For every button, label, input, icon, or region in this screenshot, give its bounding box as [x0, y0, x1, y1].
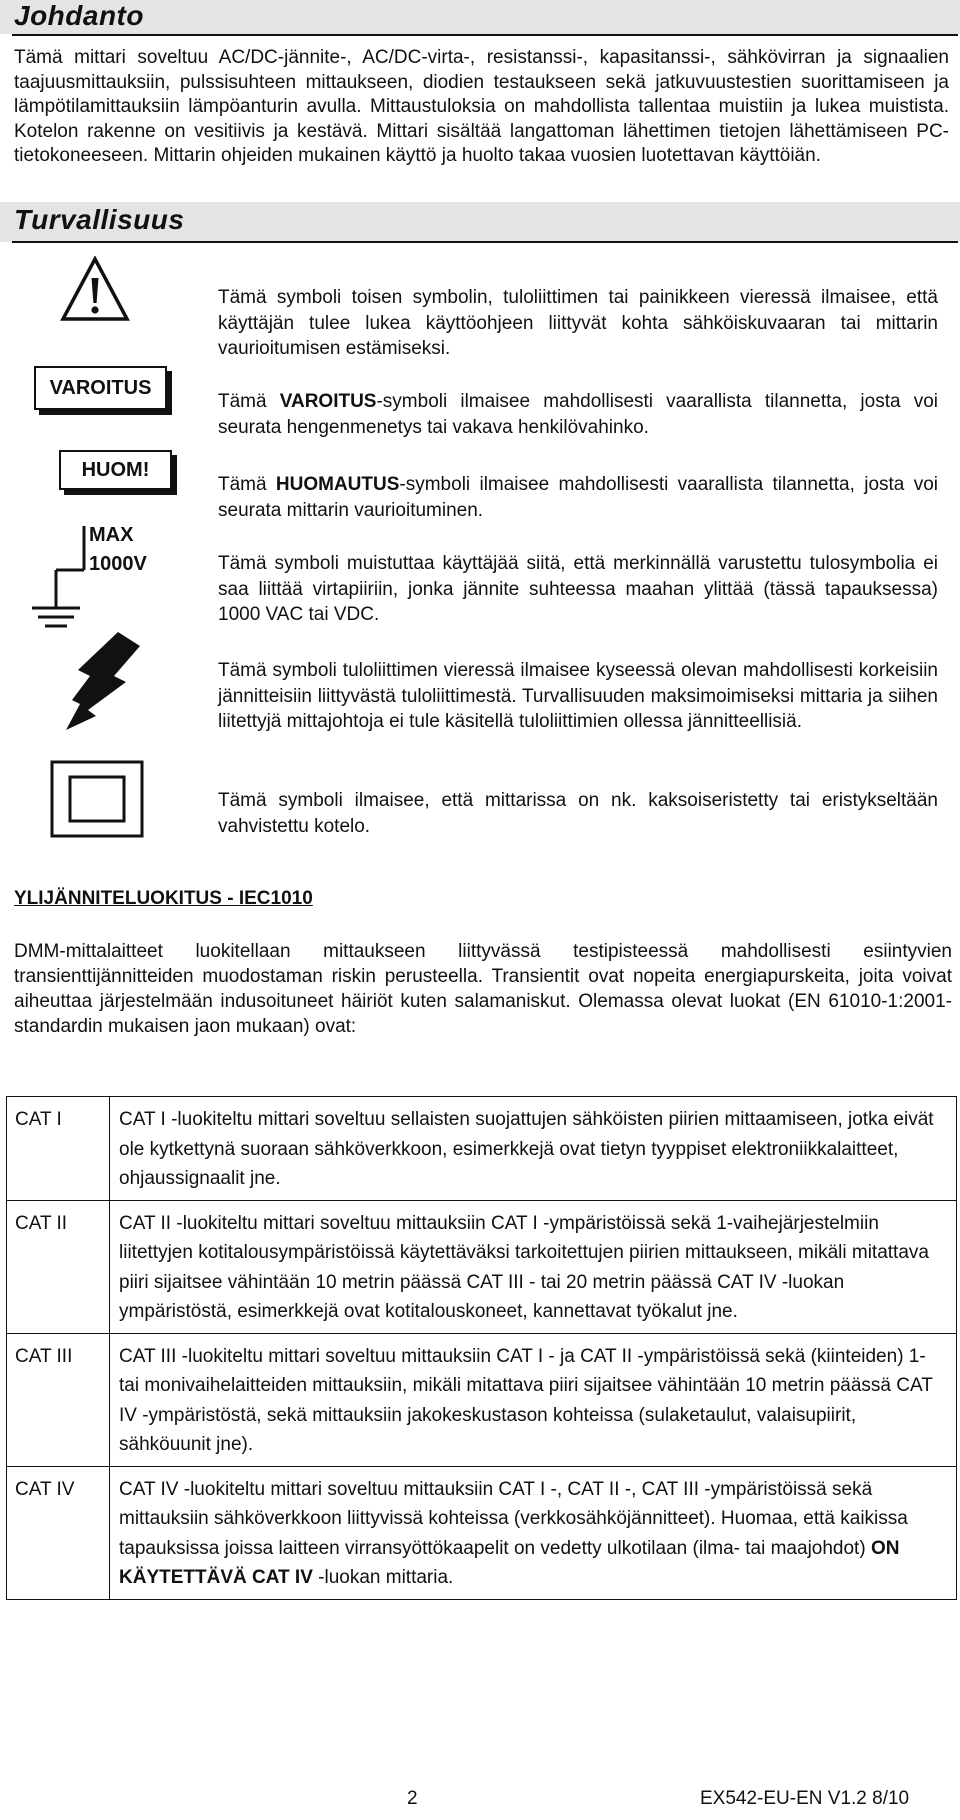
table-row: [7, 1466, 957, 1599]
table-row: [7, 1097, 957, 1201]
category-label: CAT II: [7, 1200, 110, 1333]
overvoltage-title: YLIJÄNNITELUOKITUS - IEC1010: [14, 888, 313, 909]
max-label-line1: MAX: [89, 524, 134, 546]
varoitus-description: [218, 389, 938, 440]
warning-triangle-icon: [60, 256, 130, 322]
table-row: [7, 1200, 957, 1333]
huom-description: [218, 472, 938, 523]
category-description: CAT II -luokiteltu mittari soveltuu mittauksiin CAT I -ympäristöissä sekä 1-vaihejärjestelmiin liitettyjen kotitalousympäristöissä käytettäväksi tarkoitettujen piirien mittaukseen, mikäli mitattava piiri sijaitsee vähintään 10 metrin päässä CAT III - tai 20 metrin päässä CAT IV -luokan ympäristöstä, esimerkkejä ovat kotitalouskoneet, kannettavat työkalut jne.: [110, 1200, 957, 1333]
huom-desc-prefix: Tämä: [218, 474, 276, 495]
warning-symbol-description: Tämä symboli toisen symbolin, tuloliittimen tai painikkeen vieressä ilmaisee, että käyttäjän tulee lukea käyttöohjeen liittyvät kohta sähköiskuvaaran tai mittarin vaurioitumisen estämiseksi.: [218, 287, 938, 359]
varoitus-desc-rest: -symboli ilmaisee mahdollisesti vaarallista tilannetta, josta voi seurata hengenmenetys tai vakava henkilövahinko.: [218, 391, 938, 438]
varoitus-desc-bold: VAROITUS: [279, 391, 377, 412]
intro-paragraph: Tämä mittari soveltuu AC/DC-jännite-, AC/DC-virta-, resistanssi-, kapasitanssi-, sähkövirran ja signaalien taajuusmittauksiin, pulssisuhteen mittaukseen, diodien testaukseen sekä jatkuvuustestien suorittamiseen ja lämpötilamittauksiin lämpöanturin avulla. Mittaustuloksia on mahdollista tallentaa muistiin ja lukea muistista. Kotelon rakenne on vesitiivis ja kestävä. Mittari sisältää langattoman lähettimen tietojen lähettämiseen PC-tietokoneeseen. Mittarin ohjeiden mukainen käyttö ja huolto takaa vuosien luotettavan käyttöiän.: [14, 47, 949, 166]
category-label: CAT IV: [7, 1466, 110, 1599]
safety-heading-rule: [12, 241, 958, 243]
lightning-bolt-icon: [60, 630, 142, 732]
varoitus-desc-prefix: Tämä: [218, 391, 280, 412]
overvoltage-intro: DMM-mittalaitteet luokitellaan mittaukseen liittyvässä testipisteessä mahdollisesti esiintyvien transienttijännitteiden muodostaman riskin perusteella. Transientit ovat nopeita energiapurskeita, joita voivat aiheuttaa järjestelmään indusoituneet häiriöt kuten salamaniskut. Olemassa olevat luokat (EN 61010-1:2001-standardin mukaisen jaon mukaan) ovat:: [14, 941, 952, 1037]
huom-desc-rest: -symboli ilmaisee mahdollisesti vaarallista tilannetta, josta voi seurata mittarin vaurioituminen.: [218, 474, 938, 521]
intro-heading: Johdanto: [14, 0, 144, 31]
huom-label-box: HUOM!: [59, 450, 172, 490]
page-number: 2: [407, 1788, 418, 1809]
varoitus-label-box: VAROITUS: [34, 366, 167, 410]
max-label-line2: 1000V: [89, 553, 147, 575]
double-insulation-description: Tämä symboli ilmaisee, että mittarissa on nk. kaksoiseristetty tai eristykseltään vahvistettu kotelo.: [218, 790, 938, 837]
safety-heading: Turvallisuus: [14, 204, 185, 235]
double-insulation-icon: [50, 760, 144, 838]
intro-heading-band: [0, 0, 960, 34]
table-row: [7, 1333, 957, 1466]
max-label: [89, 521, 147, 579]
intro-heading-rule: [12, 34, 958, 36]
cat4-desc-tail: -luokan mittaria.: [312, 1567, 454, 1588]
cat4-desc-bold: ON KÄYTETTÄVÄ CAT IV: [119, 1537, 900, 1588]
category-description: [110, 1466, 957, 1599]
category-label: CAT I: [7, 1097, 110, 1201]
category-table: [6, 1096, 957, 1600]
document-id: EX542-EU-EN V1.2 8/10: [700, 1788, 910, 1809]
huom-desc-bold: HUOMAUTUS: [275, 474, 400, 495]
ground-symbol-icon: [28, 520, 98, 632]
category-description: CAT I -luokiteltu mittari soveltuu sellaisten suojattujen sähköisten piirien mittaamiseen, jotka eivät ole kytkettynä suoraan sähköverkkoon, esimerkkejä ovat tietyn tyyppiset elektroniikkalaitteet, ohjaussignaalit jne.: [110, 1097, 957, 1201]
max-voltage-description: Tämä symboli muistuttaa käyttäjää siitä, että merkinnällä varustettu tulosymbolia ei saa liittää virtapiiriin, jonka jännite suhteessa maahan ylittää (tässä tapauksessa) 1000 VAC tai VDC.: [218, 553, 938, 625]
cat4-desc-plain: CAT IV -luokiteltu mittari soveltuu mittauksiin CAT I -, CAT II -, CAT III -ympäristöissä sekä mittauksiin sähköverkkoon liittyvissä kohteissa (verkkosähköjännitteet). Huomaa, että kaikissa tapauksissa joissa laitteen virransyöttökaapelit on vedetty ulkotilaan (ilma- tai maajohdot): [119, 1478, 908, 1559]
category-label: CAT III: [7, 1333, 110, 1466]
lightning-description: Tämä symboli tuloliittimen vieressä ilmaisee kyseessä olevan mahdollisesti korkeisiin jännitteisiin liittyvästä tuloliittimestä. Turvallisuuden maksimoimiseksi mittaria ja siihen liitettyjä mittajohtoja ei tule käsitellä tuloliittimien ollessa jännitteellisiä.: [218, 660, 938, 732]
category-description: CAT III -luokiteltu mittari soveltuu mittauksiin CAT I - ja CAT II -ympäristöissä sekä (kiinteiden) 1- tai monivaihelaitteiden mittauksiin, mikäli mitattava piiri sijaitsee vähintään 10 metrin päässä CAT IV -ympäristöstä, sekä mittauksiin jakokeskustason kohteissa (sulaketaulut, valaisupiirit, sähköuunit jne).: [110, 1333, 957, 1466]
